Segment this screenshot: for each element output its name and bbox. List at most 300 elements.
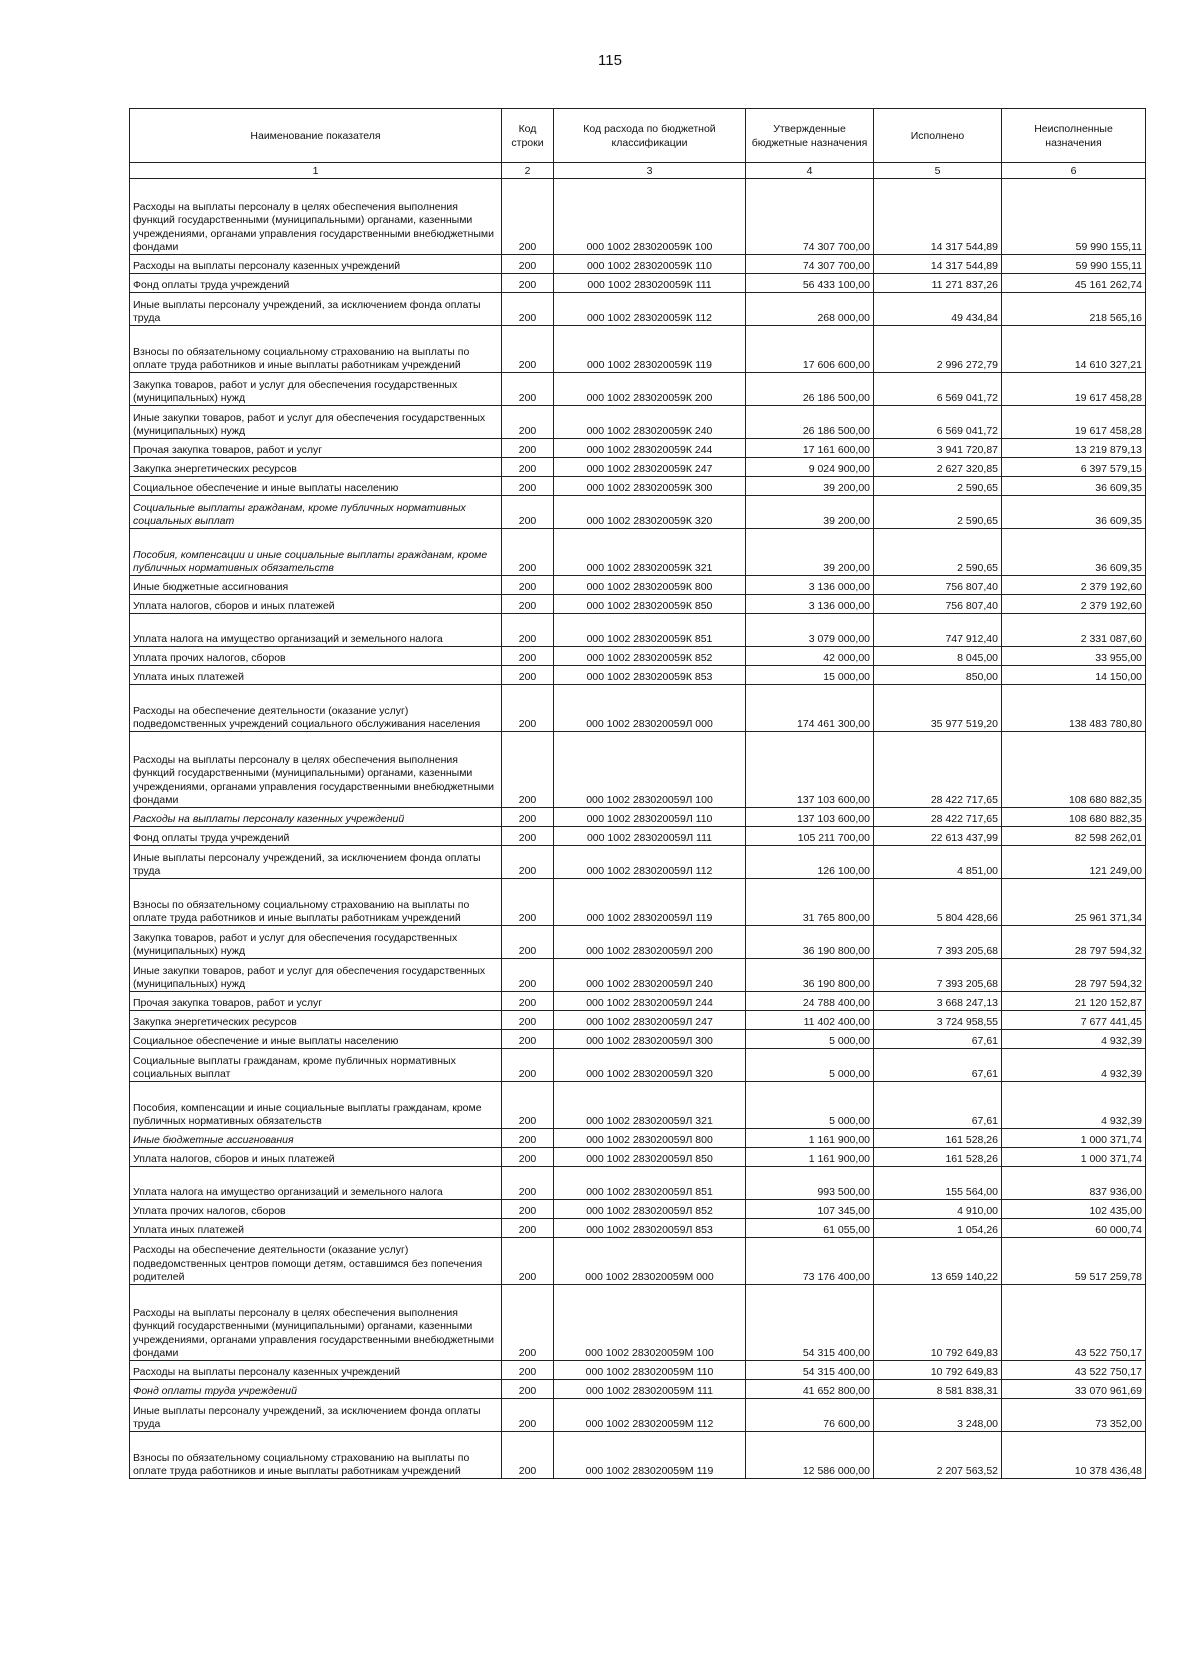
cell-approved: 42 000,00 — [746, 647, 874, 666]
cell-executed: 747 912,40 — [874, 614, 1002, 647]
column-number: 4 — [746, 163, 874, 179]
table-row — [130, 1285, 1146, 1361]
cell-budget-code: 000 1002 283020059К 321 — [554, 529, 746, 576]
budget-execution-table — [129, 108, 1146, 1479]
cell-approved: 137 103 600,00 — [746, 808, 874, 827]
cell-line-code: 200 — [502, 647, 554, 666]
cell-unexecuted: 59 517 259,78 — [1002, 1238, 1146, 1285]
cell-line-code: 200 — [502, 926, 554, 959]
cell-executed: 3 248,00 — [874, 1399, 1002, 1432]
table-row — [130, 614, 1146, 647]
cell-unexecuted: 59 990 155,11 — [1002, 179, 1146, 255]
cell-unexecuted: 10 378 436,48 — [1002, 1432, 1146, 1479]
cell-indicator-name: Расходы на выплаты персоналу казенных учреждений — [130, 808, 502, 827]
cell-budget-code: 000 1002 283020059К 853 — [554, 666, 746, 685]
cell-unexecuted: 60 000,74 — [1002, 1219, 1146, 1238]
cell-executed: 2 590,65 — [874, 529, 1002, 576]
cell-indicator-name: Иные закупки товаров, работ и услуг для обеспечения государственных (муниципальных) нужд — [130, 959, 502, 992]
cell-indicator-name: Уплата налога на имущество организаций и земельного налога — [130, 614, 502, 647]
table-row — [130, 647, 1146, 666]
cell-approved: 268 000,00 — [746, 293, 874, 326]
cell-indicator-name: Иные выплаты персоналу учреждений, за исключением фонда оплаты труда — [130, 846, 502, 879]
cell-executed: 28 422 717,65 — [874, 732, 1002, 808]
cell-budget-code: 000 1002 283020059К 100 — [554, 179, 746, 255]
cell-approved: 26 186 500,00 — [746, 373, 874, 406]
cell-budget-code: 000 1002 283020059К 200 — [554, 373, 746, 406]
table-row — [130, 879, 1146, 926]
cell-executed: 5 804 428,66 — [874, 879, 1002, 926]
cell-unexecuted: 6 397 579,15 — [1002, 458, 1146, 477]
cell-budget-code: 000 1002 283020059Л 247 — [554, 1011, 746, 1030]
cell-budget-code: 000 1002 283020059Л 112 — [554, 846, 746, 879]
header-row — [130, 109, 1146, 163]
cell-indicator-name: Социальное обеспечение и иные выплаты населению — [130, 477, 502, 496]
cell-indicator-name: Взносы по обязательному социальному страхованию на выплаты по оплате труда работников и иные выплаты работникам учреждений — [130, 326, 502, 373]
table-row — [130, 326, 1146, 373]
cell-approved: 56 433 100,00 — [746, 274, 874, 293]
cell-executed: 4 851,00 — [874, 846, 1002, 879]
cell-budget-code: 000 1002 283020059К 247 — [554, 458, 746, 477]
cell-indicator-name: Иные бюджетные ассигнования — [130, 576, 502, 595]
table-row — [130, 1129, 1146, 1148]
cell-executed: 2 590,65 — [874, 477, 1002, 496]
cell-approved: 39 200,00 — [746, 477, 874, 496]
cell-line-code: 200 — [502, 992, 554, 1011]
column-number: 1 — [130, 163, 502, 179]
cell-budget-code: 000 1002 283020059Л 111 — [554, 827, 746, 846]
table-row — [130, 732, 1146, 808]
cell-budget-code: 000 1002 283020059Л 244 — [554, 992, 746, 1011]
cell-executed: 4 910,00 — [874, 1200, 1002, 1219]
table-row — [130, 1219, 1146, 1238]
cell-budget-code: 000 1002 283020059М 119 — [554, 1432, 746, 1479]
cell-approved: 36 190 800,00 — [746, 959, 874, 992]
cell-indicator-name: Уплата налога на имущество организаций и земельного налога — [130, 1167, 502, 1200]
table-row — [130, 1238, 1146, 1285]
cell-executed: 756 807,40 — [874, 595, 1002, 614]
cell-unexecuted: 4 932,39 — [1002, 1082, 1146, 1129]
cell-unexecuted: 108 680 882,35 — [1002, 732, 1146, 808]
cell-budget-code: 000 1002 283020059Л 851 — [554, 1167, 746, 1200]
column-number-row — [130, 163, 1146, 179]
column-number: 6 — [1002, 163, 1146, 179]
cell-executed: 6 569 041,72 — [874, 406, 1002, 439]
cell-line-code: 200 — [502, 846, 554, 879]
cell-line-code: 200 — [502, 274, 554, 293]
cell-unexecuted: 43 522 750,17 — [1002, 1361, 1146, 1380]
cell-unexecuted: 1 000 371,74 — [1002, 1129, 1146, 1148]
cell-indicator-name: Социальные выплаты гражданам, кроме публичных нормативных социальных выплат — [130, 1049, 502, 1082]
cell-executed: 2 590,65 — [874, 496, 1002, 529]
cell-line-code: 200 — [502, 458, 554, 477]
cell-approved: 31 765 800,00 — [746, 879, 874, 926]
cell-indicator-name: Иные закупки товаров, работ и услуг для обеспечения государственных (муниципальных) нужд — [130, 406, 502, 439]
cell-approved: 1 161 900,00 — [746, 1129, 874, 1148]
table-row — [130, 827, 1146, 846]
cell-budget-code: 000 1002 283020059Л 110 — [554, 808, 746, 827]
table-row — [130, 1082, 1146, 1129]
table-row — [130, 1432, 1146, 1479]
cell-budget-code: 000 1002 283020059М 110 — [554, 1361, 746, 1380]
cell-unexecuted: 14 610 327,21 — [1002, 326, 1146, 373]
cell-executed: 161 528,26 — [874, 1148, 1002, 1167]
cell-executed: 11 271 837,26 — [874, 274, 1002, 293]
cell-budget-code: 000 1002 283020059М 100 — [554, 1285, 746, 1361]
cell-executed: 7 393 205,68 — [874, 959, 1002, 992]
cell-executed: 2 627 320,85 — [874, 458, 1002, 477]
cell-executed: 67,61 — [874, 1082, 1002, 1129]
cell-approved: 24 788 400,00 — [746, 992, 874, 1011]
cell-executed: 3 724 958,55 — [874, 1011, 1002, 1030]
cell-indicator-name: Расходы на выплаты персоналу казенных учреждений — [130, 255, 502, 274]
cell-budget-code: 000 1002 283020059К 240 — [554, 406, 746, 439]
table-row — [130, 808, 1146, 827]
cell-budget-code: 000 1002 283020059К 850 — [554, 595, 746, 614]
cell-approved: 107 345,00 — [746, 1200, 874, 1219]
cell-approved: 74 307 700,00 — [746, 255, 874, 274]
cell-line-code: 200 — [502, 496, 554, 529]
table-row — [130, 1361, 1146, 1380]
cell-budget-code: 000 1002 283020059К 320 — [554, 496, 746, 529]
cell-line-code: 200 — [502, 255, 554, 274]
cell-budget-code: 000 1002 283020059Л 320 — [554, 1049, 746, 1082]
table-body — [130, 179, 1146, 1479]
cell-indicator-name: Иные бюджетные ассигнования — [130, 1129, 502, 1148]
cell-approved: 5 000,00 — [746, 1030, 874, 1049]
cell-unexecuted: 33 955,00 — [1002, 647, 1146, 666]
cell-budget-code: 000 1002 283020059М 000 — [554, 1238, 746, 1285]
cell-budget-code: 000 1002 283020059Л 852 — [554, 1200, 746, 1219]
cell-executed: 10 792 649,83 — [874, 1361, 1002, 1380]
cell-approved: 26 186 500,00 — [746, 406, 874, 439]
cell-line-code: 200 — [502, 827, 554, 846]
table-row — [130, 1011, 1146, 1030]
cell-approved: 73 176 400,00 — [746, 1238, 874, 1285]
cell-indicator-name: Социальное обеспечение и иные выплаты населению — [130, 1030, 502, 1049]
cell-approved: 137 103 600,00 — [746, 732, 874, 808]
page-number: 115 — [598, 52, 622, 69]
cell-indicator-name: Расходы на выплаты персоналу в целях обеспечения выполнения функций государственными (муниципальными) органами, казенными учреждениями, органами управления государственными внебюджетными фондами — [130, 179, 502, 255]
cell-line-code: 200 — [502, 1200, 554, 1219]
cell-approved: 54 315 400,00 — [746, 1361, 874, 1380]
cell-approved: 105 211 700,00 — [746, 827, 874, 846]
cell-line-code: 200 — [502, 614, 554, 647]
cell-executed: 2 996 272,79 — [874, 326, 1002, 373]
cell-approved: 74 307 700,00 — [746, 179, 874, 255]
table-row — [130, 458, 1146, 477]
cell-executed: 3 941 720,87 — [874, 439, 1002, 458]
cell-approved: 11 402 400,00 — [746, 1011, 874, 1030]
cell-approved: 76 600,00 — [746, 1399, 874, 1432]
cell-line-code: 200 — [502, 808, 554, 827]
table-row — [130, 666, 1146, 685]
cell-line-code: 200 — [502, 879, 554, 926]
cell-unexecuted: 43 522 750,17 — [1002, 1285, 1146, 1361]
cell-approved: 39 200,00 — [746, 496, 874, 529]
cell-unexecuted: 7 677 441,45 — [1002, 1011, 1146, 1030]
cell-unexecuted: 73 352,00 — [1002, 1399, 1146, 1432]
header-indicator-name: Наименование показателя — [130, 109, 502, 163]
cell-indicator-name: Фонд оплаты труда учреждений — [130, 827, 502, 846]
cell-indicator-name: Закупка товаров, работ и услуг для обеспечения государственных (муниципальных) нужд — [130, 373, 502, 406]
cell-executed: 67,61 — [874, 1030, 1002, 1049]
cell-indicator-name: Закупка товаров, работ и услуг для обеспечения государственных (муниципальных) нужд — [130, 926, 502, 959]
cell-unexecuted: 2 379 192,60 — [1002, 595, 1146, 614]
table-row — [130, 274, 1146, 293]
cell-line-code: 200 — [502, 477, 554, 496]
cell-approved: 1 161 900,00 — [746, 1148, 874, 1167]
cell-indicator-name: Расходы на обеспечение деятельности (оказание услуг) подведомственных центров помощи детям, оставшимся без попечения родителей — [130, 1238, 502, 1285]
cell-line-code: 200 — [502, 293, 554, 326]
table-row — [130, 293, 1146, 326]
cell-approved: 39 200,00 — [746, 529, 874, 576]
cell-indicator-name: Расходы на обеспечение деятельности (оказание услуг) подведомственных учреждений социального обслуживания населения — [130, 685, 502, 732]
cell-line-code: 200 — [502, 1049, 554, 1082]
cell-unexecuted: 1 000 371,74 — [1002, 1148, 1146, 1167]
cell-executed: 49 434,84 — [874, 293, 1002, 326]
cell-line-code: 200 — [502, 576, 554, 595]
cell-approved: 3 136 000,00 — [746, 576, 874, 595]
cell-unexecuted: 19 617 458,28 — [1002, 373, 1146, 406]
cell-unexecuted: 837 936,00 — [1002, 1167, 1146, 1200]
cell-approved: 126 100,00 — [746, 846, 874, 879]
cell-unexecuted: 36 609,35 — [1002, 529, 1146, 576]
cell-line-code: 200 — [502, 1219, 554, 1238]
cell-line-code: 200 — [502, 595, 554, 614]
cell-indicator-name: Социальные выплаты гражданам, кроме публичных нормативных социальных выплат — [130, 496, 502, 529]
cell-line-code: 200 — [502, 439, 554, 458]
table-row — [130, 595, 1146, 614]
cell-budget-code: 000 1002 283020059К 112 — [554, 293, 746, 326]
cell-indicator-name: Взносы по обязательному социальному страхованию на выплаты по оплате труда работников и иные выплаты работникам учреждений — [130, 1432, 502, 1479]
table-row — [130, 179, 1146, 255]
cell-approved: 9 024 900,00 — [746, 458, 874, 477]
table-row — [130, 959, 1146, 992]
cell-line-code: 200 — [502, 959, 554, 992]
cell-indicator-name: Уплата налогов, сборов и иных платежей — [130, 595, 502, 614]
cell-unexecuted: 28 797 594,32 — [1002, 926, 1146, 959]
cell-executed: 8 581 838,31 — [874, 1380, 1002, 1399]
table-row — [130, 1148, 1146, 1167]
cell-line-code: 200 — [502, 529, 554, 576]
cell-unexecuted: 82 598 262,01 — [1002, 827, 1146, 846]
cell-indicator-name: Пособия, компенсации и иные социальные выплаты гражданам, кроме публичных нормативных обязательств — [130, 529, 502, 576]
cell-unexecuted: 59 990 155,11 — [1002, 255, 1146, 274]
cell-line-code: 200 — [502, 1399, 554, 1432]
cell-line-code: 200 — [502, 1167, 554, 1200]
table-row — [130, 1049, 1146, 1082]
table-row — [130, 477, 1146, 496]
table-row — [130, 439, 1146, 458]
cell-approved: 36 190 800,00 — [746, 926, 874, 959]
cell-line-code: 200 — [502, 1082, 554, 1129]
cell-budget-code: 000 1002 283020059Л 800 — [554, 1129, 746, 1148]
table-row — [130, 1399, 1146, 1432]
cell-budget-code: 000 1002 283020059К 852 — [554, 647, 746, 666]
cell-executed: 850,00 — [874, 666, 1002, 685]
cell-approved: 993 500,00 — [746, 1167, 874, 1200]
header-executed: Исполнено — [874, 109, 1002, 163]
cell-approved: 54 315 400,00 — [746, 1285, 874, 1361]
cell-executed: 2 207 563,52 — [874, 1432, 1002, 1479]
cell-line-code: 200 — [502, 1361, 554, 1380]
cell-executed: 1 054,26 — [874, 1219, 1002, 1238]
cell-line-code: 200 — [502, 1238, 554, 1285]
cell-unexecuted: 108 680 882,35 — [1002, 808, 1146, 827]
cell-executed: 3 668 247,13 — [874, 992, 1002, 1011]
cell-approved: 61 055,00 — [746, 1219, 874, 1238]
cell-line-code: 200 — [502, 1285, 554, 1361]
cell-indicator-name: Уплата налогов, сборов и иных платежей — [130, 1148, 502, 1167]
header-unexecuted: Неисполненные назначения — [1002, 109, 1146, 163]
cell-executed: 756 807,40 — [874, 576, 1002, 595]
cell-unexecuted: 28 797 594,32 — [1002, 959, 1146, 992]
cell-unexecuted: 19 617 458,28 — [1002, 406, 1146, 439]
column-number: 3 — [554, 163, 746, 179]
cell-approved: 41 652 800,00 — [746, 1380, 874, 1399]
cell-approved: 5 000,00 — [746, 1082, 874, 1129]
table-row — [130, 846, 1146, 879]
cell-unexecuted: 2 331 087,60 — [1002, 614, 1146, 647]
cell-executed: 161 528,26 — [874, 1129, 1002, 1148]
cell-executed: 6 569 041,72 — [874, 373, 1002, 406]
cell-executed: 155 564,00 — [874, 1167, 1002, 1200]
cell-unexecuted: 2 379 192,60 — [1002, 576, 1146, 595]
cell-budget-code: 000 1002 283020059Л 119 — [554, 879, 746, 926]
table-row — [130, 992, 1146, 1011]
cell-budget-code: 000 1002 283020059К 851 — [554, 614, 746, 647]
cell-indicator-name: Расходы на выплаты персоналу казенных учреждений — [130, 1361, 502, 1380]
cell-indicator-name: Уплата иных платежей — [130, 1219, 502, 1238]
header-approved: Утвержденные бюджетные назначения — [746, 109, 874, 163]
cell-budget-code: 000 1002 283020059К 800 — [554, 576, 746, 595]
cell-budget-code: 000 1002 283020059Л 100 — [554, 732, 746, 808]
cell-unexecuted: 36 609,35 — [1002, 496, 1146, 529]
cell-indicator-name: Расходы на выплаты персоналу в целях обеспечения выполнения функций государственными (муниципальными) органами, казенными учреждениями, органами управления государственными внебюджетными фондами — [130, 732, 502, 808]
cell-approved: 15 000,00 — [746, 666, 874, 685]
table-row — [130, 926, 1146, 959]
cell-indicator-name: Иные выплаты персоналу учреждений, за исключением фонда оплаты труда — [130, 293, 502, 326]
cell-line-code: 200 — [502, 1129, 554, 1148]
cell-budget-code: 000 1002 283020059Л 200 — [554, 926, 746, 959]
cell-line-code: 200 — [502, 1011, 554, 1030]
cell-executed: 67,61 — [874, 1049, 1002, 1082]
cell-budget-code: 000 1002 283020059Л 853 — [554, 1219, 746, 1238]
cell-indicator-name: Взносы по обязательному социальному страхованию на выплаты по оплате труда работников и иные выплаты работникам учреждений — [130, 879, 502, 926]
cell-unexecuted: 4 932,39 — [1002, 1049, 1146, 1082]
cell-unexecuted: 121 249,00 — [1002, 846, 1146, 879]
cell-executed: 7 393 205,68 — [874, 926, 1002, 959]
cell-approved: 174 461 300,00 — [746, 685, 874, 732]
cell-line-code: 200 — [502, 373, 554, 406]
cell-approved: 3 136 000,00 — [746, 595, 874, 614]
cell-line-code: 200 — [502, 1030, 554, 1049]
cell-line-code: 200 — [502, 326, 554, 373]
table-row — [130, 406, 1146, 439]
cell-line-code: 200 — [502, 179, 554, 255]
cell-unexecuted: 33 070 961,69 — [1002, 1380, 1146, 1399]
cell-unexecuted: 4 932,39 — [1002, 1030, 1146, 1049]
cell-unexecuted: 36 609,35 — [1002, 477, 1146, 496]
cell-line-code: 200 — [502, 666, 554, 685]
cell-budget-code: 000 1002 283020059К 111 — [554, 274, 746, 293]
cell-executed: 28 422 717,65 — [874, 808, 1002, 827]
header-line-code: Код строки — [502, 109, 554, 163]
cell-indicator-name: Фонд оплаты труда учреждений — [130, 274, 502, 293]
table-row — [130, 576, 1146, 595]
cell-budget-code: 000 1002 283020059Л 321 — [554, 1082, 746, 1129]
cell-indicator-name: Уплата прочих налогов, сборов — [130, 647, 502, 666]
table-row — [130, 373, 1146, 406]
table-row — [130, 1380, 1146, 1399]
cell-unexecuted: 138 483 780,80 — [1002, 685, 1146, 732]
cell-line-code: 200 — [502, 685, 554, 732]
cell-approved: 12 586 000,00 — [746, 1432, 874, 1479]
cell-budget-code: 000 1002 283020059Л 300 — [554, 1030, 746, 1049]
cell-executed: 22 613 437,99 — [874, 827, 1002, 846]
cell-executed: 8 045,00 — [874, 647, 1002, 666]
cell-unexecuted: 21 120 152,87 — [1002, 992, 1146, 1011]
column-number: 2 — [502, 163, 554, 179]
cell-indicator-name: Фонд оплаты труда учреждений — [130, 1380, 502, 1399]
cell-approved: 3 079 000,00 — [746, 614, 874, 647]
cell-unexecuted: 14 150,00 — [1002, 666, 1146, 685]
cell-indicator-name: Прочая закупка товаров, работ и услуг — [130, 439, 502, 458]
cell-indicator-name: Иные выплаты персоналу учреждений, за исключением фонда оплаты труда — [130, 1399, 502, 1432]
cell-executed: 35 977 519,20 — [874, 685, 1002, 732]
cell-budget-code: 000 1002 283020059К 119 — [554, 326, 746, 373]
cell-indicator-name: Пособия, компенсации и иные социальные выплаты гражданам, кроме публичных нормативных обязательств — [130, 1082, 502, 1129]
cell-indicator-name: Прочая закупка товаров, работ и услуг — [130, 992, 502, 1011]
cell-executed: 14 317 544,89 — [874, 179, 1002, 255]
cell-indicator-name: Расходы на выплаты персоналу в целях обеспечения выполнения функций государственными (муниципальными) органами, казенными учреждениями, органами управления государственными внебюджетными фондами — [130, 1285, 502, 1361]
cell-indicator-name: Уплата иных платежей — [130, 666, 502, 685]
cell-indicator-name: Закупка энергетических ресурсов — [130, 458, 502, 477]
cell-approved: 5 000,00 — [746, 1049, 874, 1082]
table-row — [130, 685, 1146, 732]
cell-unexecuted: 102 435,00 — [1002, 1200, 1146, 1219]
cell-budget-code: 000 1002 283020059М 112 — [554, 1399, 746, 1432]
table-row — [130, 1030, 1146, 1049]
cell-budget-code: 000 1002 283020059К 110 — [554, 255, 746, 274]
cell-unexecuted: 218 565,16 — [1002, 293, 1146, 326]
cell-line-code: 200 — [502, 406, 554, 439]
cell-line-code: 200 — [502, 1432, 554, 1479]
column-number: 5 — [874, 163, 1002, 179]
cell-line-code: 200 — [502, 732, 554, 808]
cell-budget-code: 000 1002 283020059Л 850 — [554, 1148, 746, 1167]
cell-unexecuted: 13 219 879,13 — [1002, 439, 1146, 458]
cell-line-code: 200 — [502, 1148, 554, 1167]
cell-indicator-name: Закупка энергетических ресурсов — [130, 1011, 502, 1030]
cell-budget-code: 000 1002 283020059Л 000 — [554, 685, 746, 732]
cell-budget-code: 000 1002 283020059К 244 — [554, 439, 746, 458]
cell-unexecuted: 45 161 262,74 — [1002, 274, 1146, 293]
cell-budget-code: 000 1002 283020059Л 240 — [554, 959, 746, 992]
table-row — [130, 1200, 1146, 1219]
cell-approved: 17 161 600,00 — [746, 439, 874, 458]
cell-unexecuted: 25 961 371,34 — [1002, 879, 1146, 926]
cell-budget-code: 000 1002 283020059К 300 — [554, 477, 746, 496]
table-row — [130, 1167, 1146, 1200]
cell-line-code: 200 — [502, 1380, 554, 1399]
cell-executed: 14 317 544,89 — [874, 255, 1002, 274]
cell-approved: 17 606 600,00 — [746, 326, 874, 373]
table-row — [130, 496, 1146, 529]
cell-executed: 10 792 649,83 — [874, 1285, 1002, 1361]
header-budget-code: Код расхода по бюджетной классификации — [554, 109, 746, 163]
cell-indicator-name: Уплата прочих налогов, сборов — [130, 1200, 502, 1219]
